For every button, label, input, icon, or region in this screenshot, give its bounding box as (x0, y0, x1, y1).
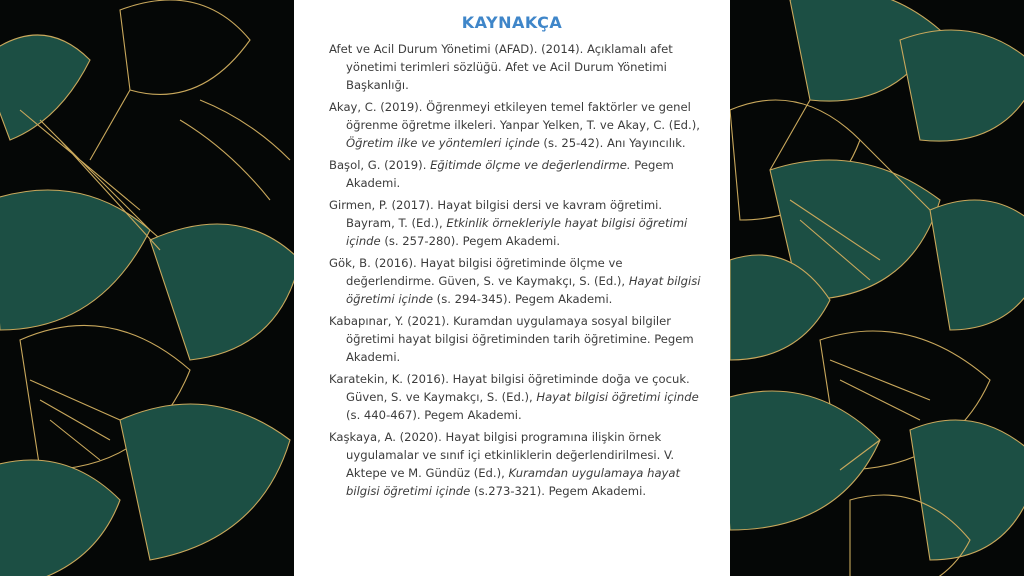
references-page (294, 0, 730, 576)
reference-text: Başol, G. (2019). (329, 158, 431, 172)
reference-italic: Öğretim ilke ve yöntemleri içinde (346, 136, 540, 150)
reference-item (329, 98, 709, 152)
reference-item (329, 370, 709, 424)
reference-text: Afet ve Acil Durum Yönetimi (AFAD). (2014). Açıklamalı afet yönetimi terimleri sözlüğü. Afet ve Acil Durum Yönetimi Başkanlığı. (329, 42, 673, 92)
ginkgo-pattern-left (0, 0, 294, 576)
reference-item (329, 196, 709, 250)
reference-italic: Hayat bilgisi öğretimi içinde (346, 274, 701, 306)
reference-text-end: (s. 25-42). Anı Yayıncılık. (539, 136, 686, 150)
reference-text: Girmen, P. (2017). Hayat bilgisi dersi ve kavram öğretimi. Bayram, T. (Ed.), (329, 198, 663, 230)
reference-item (329, 254, 709, 308)
reference-item (329, 156, 709, 192)
reference-italic: Kuramdan uygulamaya hayat bilgisi öğretimi içinde (346, 466, 681, 498)
reference-text: Kabapınar, Y. (2021). Kuramdan uygulamaya sosyal bilgiler öğretimi hayat bilgisi öğretiminden tarih öğretimine. Pegem Akademi. (329, 314, 694, 364)
reference-italic: Eğitimde ölçme ve değerlendirme. (430, 158, 631, 172)
reference-text-end: (s. 257-280). Pegem Akademi. (380, 234, 561, 248)
reference-item (329, 312, 709, 366)
ginkgo-leaves-art (730, 0, 1024, 576)
reference-list (329, 40, 709, 504)
reference-text-end: (s. 294-345). Pegem Akademi. (432, 292, 613, 306)
ginkgo-leaves-art (0, 0, 294, 576)
reference-item (329, 40, 709, 94)
reference-text-end: (s.273-321). Pegem Akademi. (470, 484, 647, 498)
reference-item (329, 428, 709, 500)
reference-text: Karatekin, K. (2016). Hayat bilgisi öğretiminde doğa ve çocuk. Güven, S. ve Kaymakçı, S. (Ed.), (329, 372, 690, 404)
page-title: KAYNAKÇA (461, 13, 563, 32)
reference-italic: Hayat bilgisi öğretimi içinde (536, 390, 699, 404)
reference-text: Akay, C. (2019). Öğrenmeyi etkileyen temel faktörler ve genel öğrenme öğretme ilkeleri. Yanpar Yelken, T. ve Akay, C. (Ed.), (329, 100, 700, 132)
reference-italic: Etkinlik örnekleriyle hayat bilgisi öğretimi içinde (346, 216, 688, 248)
reference-text: Gök, B. (2016). Hayat bilgisi öğretiminde ölçme ve değerlendirme. Güven, S. ve Kaymakçı, S. (Ed.), (329, 256, 629, 288)
reference-text: Kaşkaya, A. (2020). Hayat bilgisi programına ilişkin örnek uygulamalar ve sınıf içi etkinliklerin değerlendirilmesi. V. Aktepe ve M. Gündüz (Ed.), (329, 430, 675, 480)
reference-text-end: Pegem Akademi. (346, 158, 674, 190)
reference-text-end: (s. 440-467). Pegem Akademi. (346, 408, 522, 422)
ginkgo-pattern-right (730, 0, 1024, 576)
